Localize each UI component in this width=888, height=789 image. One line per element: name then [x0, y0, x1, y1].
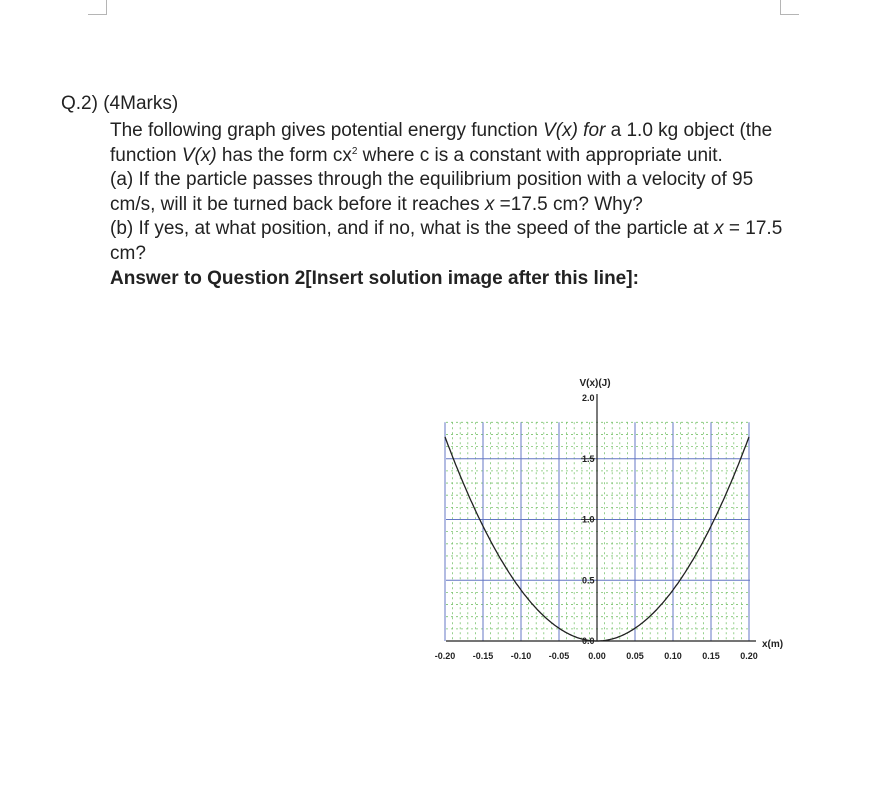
y-tick-label: 0.5 — [582, 575, 595, 586]
x-tick-label: 0.00 — [588, 651, 606, 661]
y-axis-label: V(x)(J) — [579, 378, 611, 389]
x-tick-label: -0.10 — [510, 651, 532, 661]
question-heading: Q.2) (4Marks) — [61, 93, 179, 114]
x-axis-label: x(m) — [762, 639, 784, 650]
y-tick-label: 1.0 — [582, 514, 595, 525]
answer-prompt: Answer to Question 2[Insert solution image after this line]: — [110, 267, 639, 289]
question-body — [110, 119, 790, 291]
x-tick-label: -0.20 — [434, 651, 456, 661]
y-tick-label: 0.0 — [582, 636, 595, 646]
y-tick-label: 2.0 — [582, 393, 595, 403]
x-tick-label: 0.15 — [702, 651, 720, 661]
page-corner-mark — [780, 0, 799, 15]
x-tick-label: 0.10 — [664, 651, 682, 661]
page-corner-mark — [88, 0, 107, 15]
x-tick-label: -0.15 — [472, 651, 494, 661]
x-tick-label: 0.20 — [740, 651, 758, 661]
x-tick-label: -0.05 — [548, 651, 570, 661]
question-part-b: (b) If yes, at what position, and if no, what is the speed of the particle at x = 17.5 cm? — [110, 218, 783, 264]
potential-curve — [445, 437, 749, 641]
question-part-a: (a) If the particle passes through the equilibrium position with a velocity of 95 cm/s, will it be turned back before it reaches x =17.5 cm? Why? — [110, 169, 754, 215]
question-intro: The following graph gives potential energy function V(x) for a 1.0 kg object (the function V(x) has the form $cx^2$ where c is a constant with appropriate unit. — [110, 120, 773, 166]
x-tick-label: 0.05 — [626, 651, 644, 661]
y-tick-label: 1.5 — [582, 453, 595, 464]
